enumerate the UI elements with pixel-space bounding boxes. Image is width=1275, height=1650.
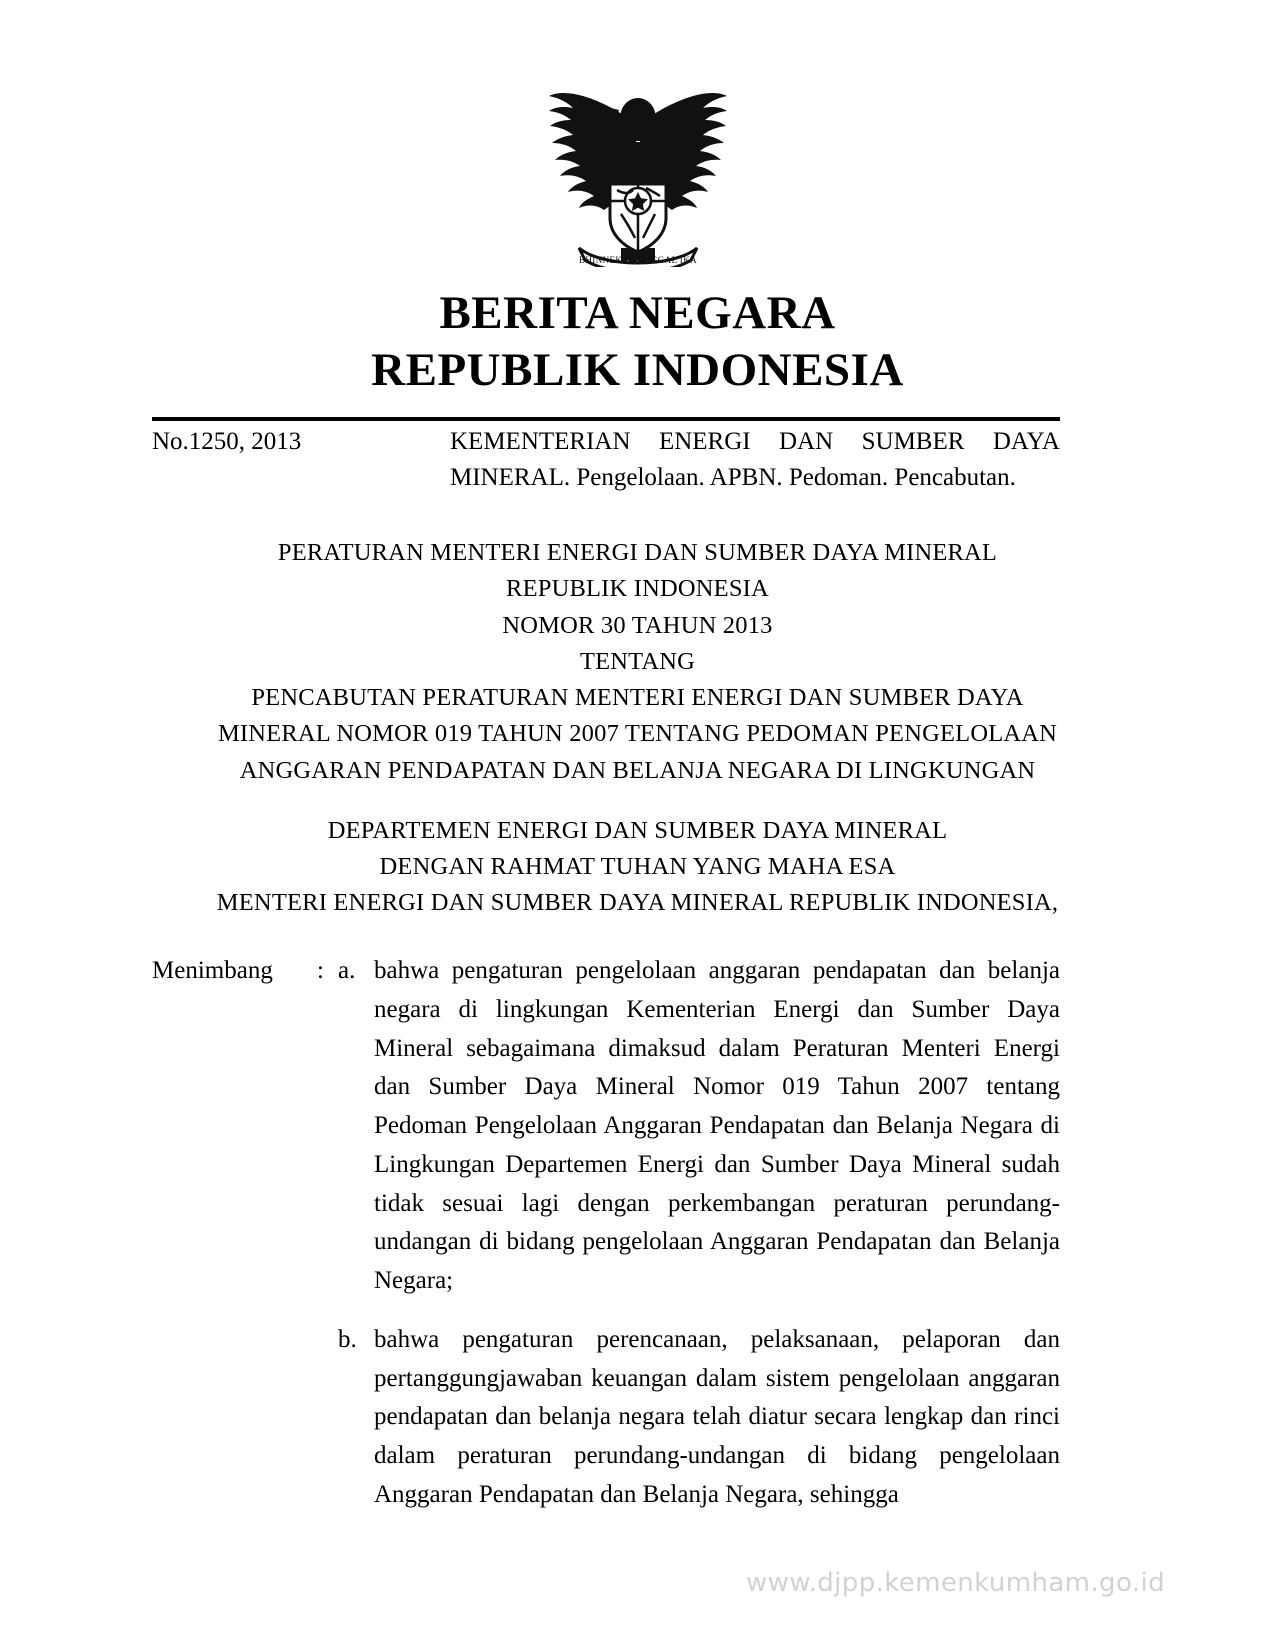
- svg-text:BHINNEKA TUNGGAL IKA: BHINNEKA TUNGGAL IKA: [578, 255, 697, 265]
- title-line: TENTANG: [579, 647, 696, 675]
- title-line: ANGGARAN PENDAPATAN DAN BELANJA NEGARA DI LINGKUNGAN: [239, 756, 1036, 784]
- gazette-number-block: [152, 424, 1060, 495]
- title-line: DENGAN RAHMAT TUHAN YANG MAHA ESA: [379, 853, 896, 880]
- masthead: [0, 285, 1275, 400]
- title-line: REPUBLIK INDONESIA: [506, 575, 769, 603]
- footer-watermark-url: www.djpp.kemenkumham.go.id: [745, 1568, 1165, 1598]
- consideration-item: [152, 952, 1060, 1301]
- consideration-text: bahwa pengaturan perencanaan, pelaksanaan, pelaporan dan pertanggungjawaban keuangan dalam sistem pengelolaan anggaran pendapatan dan belanja negara telah diatur secara lengkap dan rinci dalam peraturan perundang-undangan di bidang pengelolaan Anggaran Pendapatan dan Belanja Negara, sehingga: [374, 1325, 1060, 1508]
- regulation-title-block: [120, 535, 1155, 922]
- consideration-item: [152, 1321, 1060, 1515]
- gazette-number: No.1250, 2013: [152, 428, 302, 455]
- garuda-pancasila-emblem: [533, 62, 743, 267]
- header-divider: [152, 417, 1060, 421]
- title-line: MENTERI ENERGI DAN SUMBER DAYA MINERAL REPUBLIK INDONESIA,: [216, 889, 1059, 917]
- consideration-marker: b.: [338, 1325, 357, 1353]
- consideration-marker: a.: [338, 957, 356, 984]
- considerations-section: [152, 952, 1060, 1515]
- considerations-label-text: Menimbang: [152, 957, 273, 984]
- gazette-subject: KEMENTERIAN ENERGI DAN SUMBER DAYA MINERAL. Pengelolaan. APBN. Pedoman. Pencabutan.: [450, 428, 1060, 491]
- title-line: PENCABUTAN PERATURAN MENTERI ENERGI DAN SUMBER DAYA: [251, 684, 1024, 711]
- consideration-text: bahwa pengaturan pengelolaan anggaran pendapatan dan belanja negara di lingkungan Kementerian Energi dan Sumber Daya Mineral sebagaimana dimaksud dalam Peraturan Menteri Energi dan Sumber Daya Mineral Nomor 019 Tahun 2007 tentang Pedoman Pengelolaan Anggaran Pendapatan dan Belanja Negara di Lingkungan Departemen Energi dan Sumber Daya Mineral sudah tidak sesuai lagi dengan perkembangan peraturan perundang-undangan di bidang pengelolaan Anggaran Pendapatan dan Belanja Negara;: [374, 957, 1060, 1294]
- considerations-label: [152, 952, 338, 991]
- masthead-line-1: BERITA NEGARA: [439, 287, 836, 339]
- considerations-label-colon: :: [317, 957, 324, 984]
- title-line: PERATURAN MENTERI ENERGI DAN SUMBER DAYA MINERAL: [277, 539, 998, 566]
- title-line: DEPARTEMEN ENERGI DAN SUMBER DAYA MINERAL: [327, 816, 948, 844]
- title-line: NOMOR 30 TAHUN 2013: [502, 611, 773, 639]
- emblem-container: [0, 62, 1275, 272]
- title-line: MINERAL NOMOR 019 TAHUN 2007 TENTANG PEDOMAN PENGELOLAAN: [217, 720, 1058, 748]
- masthead-line-2: REPUBLIK INDONESIA: [371, 344, 904, 397]
